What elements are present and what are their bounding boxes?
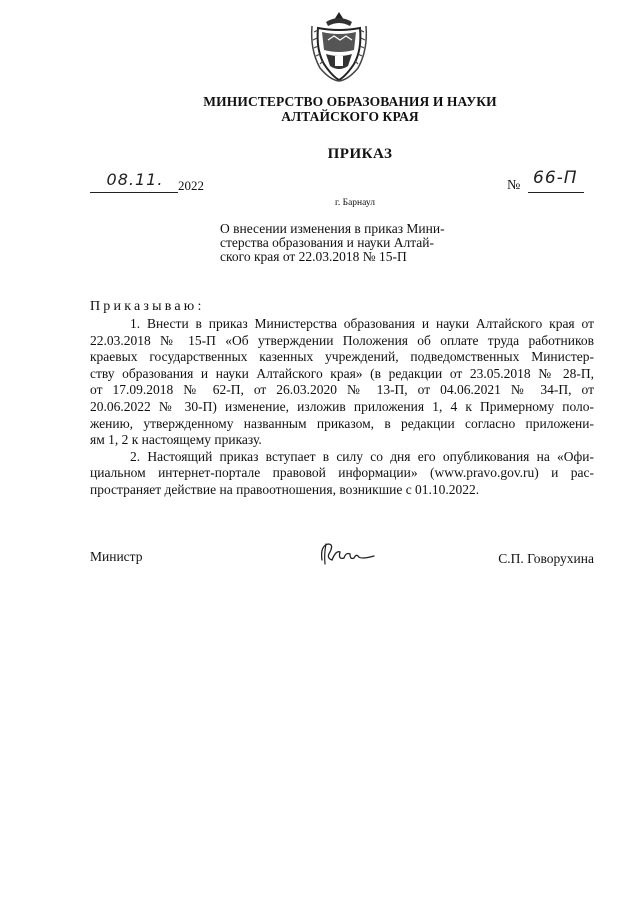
signatory-position: Министр bbox=[90, 549, 143, 564]
ministry-name bbox=[150, 94, 550, 124]
order-number-handwritten: 66-П bbox=[533, 168, 578, 188]
coat-of-arms-icon bbox=[308, 10, 370, 82]
body-line: жению, утвержденному названным приказом, в редакции согласно приложени- bbox=[90, 415, 594, 431]
subject-line: О внесении изменения в приказ Мини- bbox=[220, 221, 445, 236]
order-subject bbox=[220, 222, 447, 264]
body-line: 2. Настоящий приказ вступает в силу со дня его опубликования на «Офи- bbox=[130, 448, 594, 464]
order-body bbox=[90, 316, 594, 499]
number-underline bbox=[528, 192, 584, 193]
body-line: краевых государственных казенных учреждений, подведомственных Министер- bbox=[90, 349, 594, 365]
signatory-name: С.П. Говорухина bbox=[498, 551, 594, 566]
ministry-line-1: МИНИСТЕРСТВО ОБРАЗОВАНИЯ И НАУКИ bbox=[203, 94, 497, 109]
ministry-line-2: АЛТАЙСКОГО КРАЯ bbox=[281, 109, 419, 124]
city: г. Барнаул bbox=[335, 198, 375, 208]
body-line: пространяет действие на правоотношения, возникшие с 01.10.2022. bbox=[90, 481, 480, 497]
body-line: 20.06.2022 № 30-П) изменение, изложив приложения 1, 4 к Примерному поло- bbox=[90, 398, 594, 414]
subject-line: стерства образования и науки Алтай- bbox=[220, 235, 434, 250]
order-date-handwritten: 08.11. bbox=[106, 170, 164, 189]
order-heading: Приказываю: bbox=[90, 299, 205, 314]
order-title: ПРИКАЗ bbox=[327, 146, 393, 162]
order-number-label: № bbox=[507, 178, 521, 193]
body-line: 1. Внести в приказ Министерства образования и науки Алтайского края от bbox=[130, 316, 594, 331]
subject-line: ского края от 22.03.2018 № 15-П bbox=[220, 249, 407, 264]
body-line: ям 1, 2 к настоящему приказу. bbox=[90, 432, 262, 448]
handwritten-signature-icon bbox=[316, 538, 378, 568]
body-line: от 17.09.2018 № 62-П, от 26.03.2020 № 13-П, от 04.06.2021 № 34-П, от bbox=[90, 382, 594, 398]
date-underline bbox=[90, 192, 178, 193]
body-line: 22.03.2018 № 15-П «Об утверждении Положения об оплате труда работников bbox=[90, 332, 594, 348]
paragraph-2 bbox=[90, 449, 594, 499]
order-year: 2022 bbox=[178, 178, 204, 193]
paragraph-1 bbox=[90, 316, 594, 449]
body-line: циальном интернет-портале правовой информации» (www.pravo.gov.ru) и рас- bbox=[90, 465, 594, 481]
body-line: ству образования и науки Алтайского края» (в редакции от 23.05.2018 № 28-П, bbox=[90, 365, 594, 381]
